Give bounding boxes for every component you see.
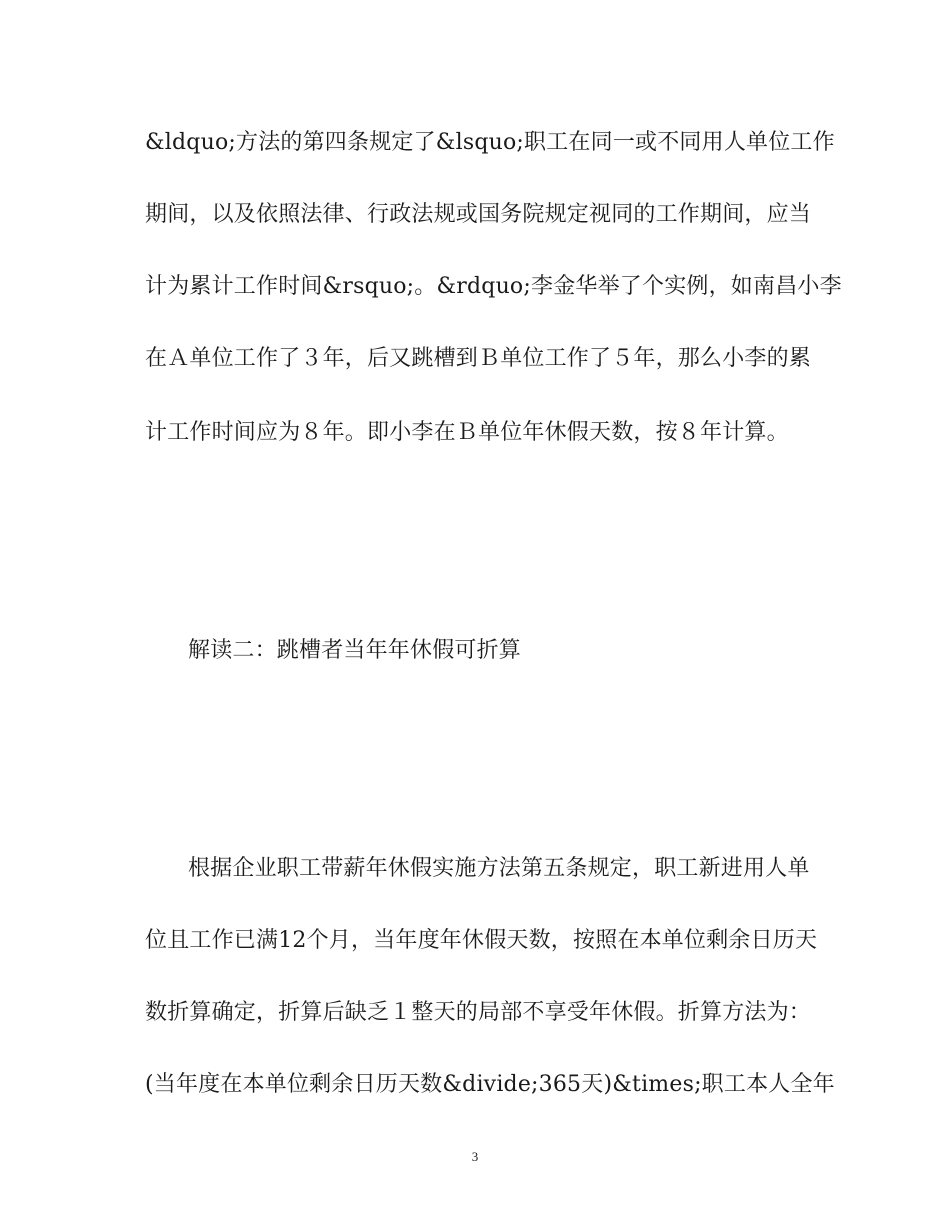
paragraph1-line-3: 计为累计工作时间&rsquo;。&rdquo;李金华举了个实例，如南昌小李 bbox=[145, 274, 842, 299]
paragraph1-line-4: 在Ａ单位工作了３年，后又跳槽到Ｂ单位工作了５年，那么小李的累 bbox=[145, 346, 812, 371]
paragraph1-line-5: 计工作时间应为８年。即小李在Ｂ单位年休假天数，按８年计算。 bbox=[145, 420, 789, 445]
page-number: 3 bbox=[471, 1149, 479, 1164]
paragraph2-line-1: 根据企业职工带薪年休假实施方法第五条规定，职工新进用人单 bbox=[188, 856, 810, 881]
paragraph2-line-2: 位且工作已满12个月，当年度年休假天数，按照在本单位剩余日历天 bbox=[145, 928, 818, 953]
paragraph1-line-1: &ldquo;方法的第四条规定了&lsquo;职工在同一或不同用人单位工作 bbox=[145, 130, 835, 155]
paragraph2-line-4: (当年度在本单位剩余日历天数&divide;365天)&times;职工本人全年 bbox=[145, 1072, 835, 1097]
section-heading: 解读二：跳槽者当年年休假可折算 bbox=[188, 638, 522, 663]
paragraph2-line-3: 数折算确定，折算后缺乏１整天的局部不享受年休假。折算方法为： bbox=[145, 1000, 812, 1025]
paragraph1-line-2: 期间，以及依照法律、行政法规或国务院规定视同的工作期间，应当 bbox=[145, 202, 812, 227]
